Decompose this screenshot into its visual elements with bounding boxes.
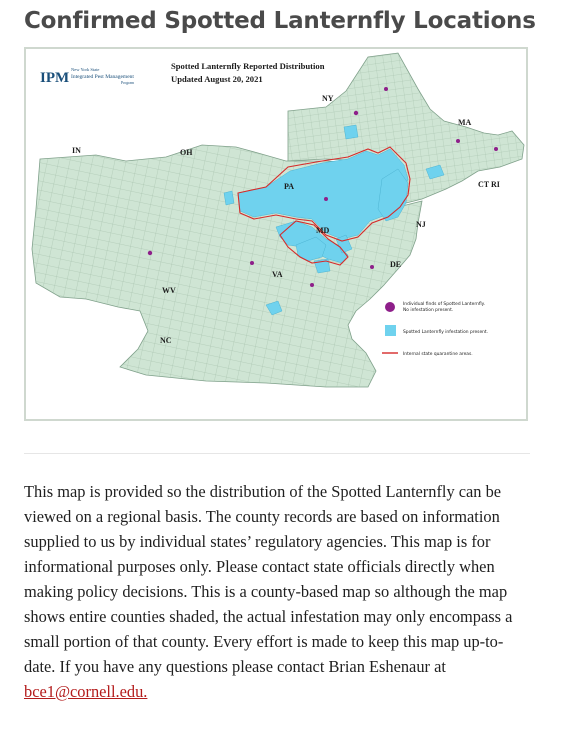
map-legend xyxy=(382,301,488,357)
find-dot xyxy=(494,147,498,151)
state-label-oh: OH xyxy=(180,148,193,157)
map-description xyxy=(24,479,534,704)
legend-label-individual: Individual finds of Spotted Lanternfly. xyxy=(403,302,485,307)
states-landmass xyxy=(32,53,524,387)
find-dot xyxy=(384,87,388,91)
find-dot xyxy=(148,251,152,255)
logo-line2: Integrated Pest Management xyxy=(71,74,134,80)
distribution-map xyxy=(24,47,528,421)
legend-label-infestation: Spotted Lanternfly infestation present. xyxy=(403,330,489,335)
logo-mark: IPM xyxy=(40,70,70,86)
state-label-in: IN xyxy=(72,146,81,155)
state-label-pa: PA xyxy=(284,182,295,191)
ipm-logo xyxy=(40,67,134,86)
infested-wv-spot xyxy=(224,191,234,205)
infestation-legend-icon xyxy=(385,325,396,336)
find-dot xyxy=(324,197,328,201)
find-dot xyxy=(310,283,314,287)
legend-sublabel-individual: No infestation present. xyxy=(403,308,454,313)
logo-line1: New York State xyxy=(71,67,100,72)
infested-ny-spot xyxy=(344,125,358,139)
state-label-wv: WV xyxy=(162,286,176,295)
state-label-ma: MA xyxy=(458,118,472,127)
page-title: Confirmed Spotted Lanternfly Locations xyxy=(24,8,536,34)
find-dot xyxy=(456,139,460,143)
logo-line3: Program xyxy=(121,81,135,85)
legend-label-quarantine: Internal state quarantine areas. xyxy=(403,352,473,357)
description-body: This map is provided so the distribution of the Spotted Lanternfly can be viewed on a regional basis. The county records are based on information supplied to us by individual states’ regulatory agencies. This map is for informational purposes only. Please contact state officials directly when making policy decisions. This is a county-based map so although the map shows entire counties shaded, the actual infestation may only encompass a small portion of that county. Every effort is made to keep this map up-to-date. If you have any questions please contact Brian Eshenaur at xyxy=(24,482,513,676)
map-updated: Updated August 20, 2021 xyxy=(171,74,263,84)
state-label-va: VA xyxy=(272,270,283,279)
section-divider xyxy=(24,453,530,454)
state-label-nc: NC xyxy=(160,336,172,345)
state-label-ny: NY xyxy=(322,94,334,103)
state-label-md: MD xyxy=(316,226,330,235)
state-label-ct-ri: CT RI xyxy=(478,180,500,189)
find-dot xyxy=(354,111,358,115)
find-dot xyxy=(370,265,374,269)
contact-email-link[interactable]: bce1@cornell.edu. xyxy=(24,682,148,701)
individual-find-legend-icon xyxy=(385,302,395,312)
map-image xyxy=(26,49,526,419)
find-dot xyxy=(250,261,254,265)
state-label-de: DE xyxy=(390,260,402,269)
map-title: Spotted Lanternfly Reported Distribution xyxy=(171,61,325,71)
state-label-nj: NJ xyxy=(416,220,426,229)
